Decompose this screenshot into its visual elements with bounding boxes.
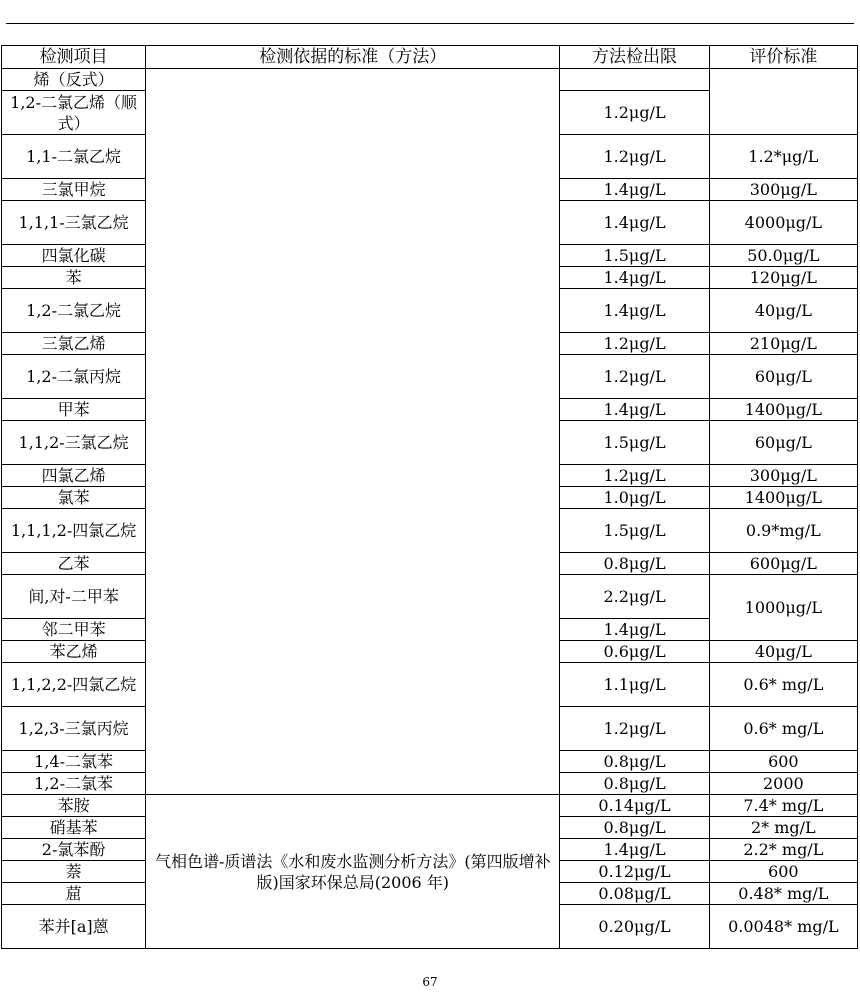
- item-cell: 1,1,2,2-四氯乙烷: [2, 663, 146, 707]
- limit-cell: 1.2μg/L: [560, 333, 709, 355]
- limit-cell: 1.5μg/L: [560, 509, 709, 553]
- item-cell: 三氯甲烷: [2, 179, 146, 201]
- limit-cell: 1.2μg/L: [560, 465, 709, 487]
- item-cell: 四氯乙烯: [2, 465, 146, 487]
- item-cell: 硝基苯: [2, 817, 146, 839]
- standard-cell: 120μg/L: [709, 267, 857, 289]
- table-row: [2, 795, 858, 817]
- standard-cell: 50.0μg/L: [709, 245, 857, 267]
- method-cell-group-a: [146, 69, 560, 795]
- limit-cell: 1.0μg/L: [560, 487, 709, 509]
- limit-cell: 1.4μg/L: [560, 289, 709, 333]
- limit-cell: 1.4μg/L: [560, 399, 709, 421]
- item-cell: 苯: [2, 267, 146, 289]
- item-cell: 甲苯: [2, 399, 146, 421]
- item-cell: 萘: [2, 861, 146, 883]
- limit-cell: 0.8μg/L: [560, 751, 709, 773]
- limit-cell: 1.2μg/L: [560, 91, 709, 135]
- limit-cell: 0.08μg/L: [560, 883, 709, 905]
- item-cell: 邻二甲苯: [2, 619, 146, 641]
- limit-cell: 1.4μg/L: [560, 179, 709, 201]
- standard-cell: 0.48* mg/L: [709, 883, 857, 905]
- limit-cell: 1.2μg/L: [560, 355, 709, 399]
- standard-cell: 1400μg/L: [709, 487, 857, 509]
- limit-cell: 1.4μg/L: [560, 201, 709, 245]
- standard-cell: 1000μg/L: [709, 575, 857, 641]
- standard-cell: 40μg/L: [709, 641, 857, 663]
- method-cell-group-b: 气相色谱-质谱法《水和废水监测分析方法》(第四版增补版)国家环保总局(2006 年): [146, 795, 560, 949]
- standard-cell: 40μg/L: [709, 289, 857, 333]
- limit-cell: 0.12μg/L: [560, 861, 709, 883]
- standard-cell: 4000μg/L: [709, 201, 857, 245]
- standard-cell: 0.0048* mg/L: [709, 905, 857, 949]
- standard-cell: 1.2*μg/L: [709, 135, 857, 179]
- standard-cell: 0.9*mg/L: [709, 509, 857, 553]
- monitoring-table: [1, 45, 858, 949]
- standard-cell: 2000: [709, 773, 857, 795]
- limit-cell: 1.4μg/L: [560, 839, 709, 861]
- item-cell: 四氯化碳: [2, 245, 146, 267]
- table-row: [2, 69, 858, 91]
- limit-cell: 1.5μg/L: [560, 421, 709, 465]
- limit-cell: 0.8μg/L: [560, 817, 709, 839]
- standard-cell: 60μg/L: [709, 355, 857, 399]
- item-cell: 1,4-二氯苯: [2, 751, 146, 773]
- standard-cell: 60μg/L: [709, 421, 857, 465]
- limit-cell: [560, 69, 709, 91]
- standard-cell: 600: [709, 861, 857, 883]
- limit-cell: 0.8μg/L: [560, 773, 709, 795]
- item-cell: 间,对-二甲苯: [2, 575, 146, 619]
- item-cell: 苯并[a]蒽: [2, 905, 146, 949]
- item-cell: 2-氯苯酚: [2, 839, 146, 861]
- limit-cell: 1.2μg/L: [560, 135, 709, 179]
- item-cell: 1,2,3-三氯丙烷: [2, 707, 146, 751]
- item-cell: 氯苯: [2, 487, 146, 509]
- limit-cell: 0.14μg/L: [560, 795, 709, 817]
- item-cell: 1,1,1-三氯乙烷: [2, 201, 146, 245]
- standard-cell: 2* mg/L: [709, 817, 857, 839]
- item-cell: 烯（反式）: [2, 69, 146, 91]
- standard-cell: 7.4* mg/L: [709, 795, 857, 817]
- limit-cell: 0.6μg/L: [560, 641, 709, 663]
- item-cell: 1,1,1,2-四氯乙烷: [2, 509, 146, 553]
- limit-cell: 1.5μg/L: [560, 245, 709, 267]
- table-header-row: [2, 46, 858, 69]
- limit-cell: 1.2μg/L: [560, 707, 709, 751]
- standard-cell: 600μg/L: [709, 553, 857, 575]
- page-number: 67: [422, 975, 438, 989]
- limit-cell: 0.20μg/L: [560, 905, 709, 949]
- item-cell: 苯乙烯: [2, 641, 146, 663]
- header-item: 检测项目: [2, 46, 146, 69]
- standard-cell: 600: [709, 751, 857, 773]
- standard-cell: 2.2* mg/L: [709, 839, 857, 861]
- limit-cell: 0.8μg/L: [560, 553, 709, 575]
- limit-cell: 1.4μg/L: [560, 619, 709, 641]
- header-limit: 方法检出限: [560, 46, 709, 69]
- standard-cell: [709, 69, 857, 135]
- header-method: 检测依据的标准（方法）: [146, 46, 560, 69]
- header-standard: 评价标准: [709, 46, 857, 69]
- standard-cell: 0.6* mg/L: [709, 663, 857, 707]
- item-cell: 三氯乙烯: [2, 333, 146, 355]
- item-cell: 1,2-二氯苯: [2, 773, 146, 795]
- item-cell: 1,1-二氯乙烷: [2, 135, 146, 179]
- item-cell: 䓛: [2, 883, 146, 905]
- item-cell: 1,1,2-三氯乙烷: [2, 421, 146, 465]
- limit-cell: 2.2μg/L: [560, 575, 709, 619]
- standard-cell: 300μg/L: [709, 179, 857, 201]
- header-rule: [6, 23, 854, 24]
- item-cell: 1,2-二氯乙烯（顺式）: [2, 91, 146, 135]
- item-cell: 苯胺: [2, 795, 146, 817]
- item-cell: 1,2-二氯乙烷: [2, 289, 146, 333]
- standard-cell: 1400μg/L: [709, 399, 857, 421]
- standard-cell: 0.6* mg/L: [709, 707, 857, 751]
- standard-cell: 300μg/L: [709, 465, 857, 487]
- standard-cell: 210μg/L: [709, 333, 857, 355]
- item-cell: 1,2-二氯丙烷: [2, 355, 146, 399]
- limit-cell: 1.4μg/L: [560, 267, 709, 289]
- item-cell: 乙苯: [2, 553, 146, 575]
- limit-cell: 1.1μg/L: [560, 663, 709, 707]
